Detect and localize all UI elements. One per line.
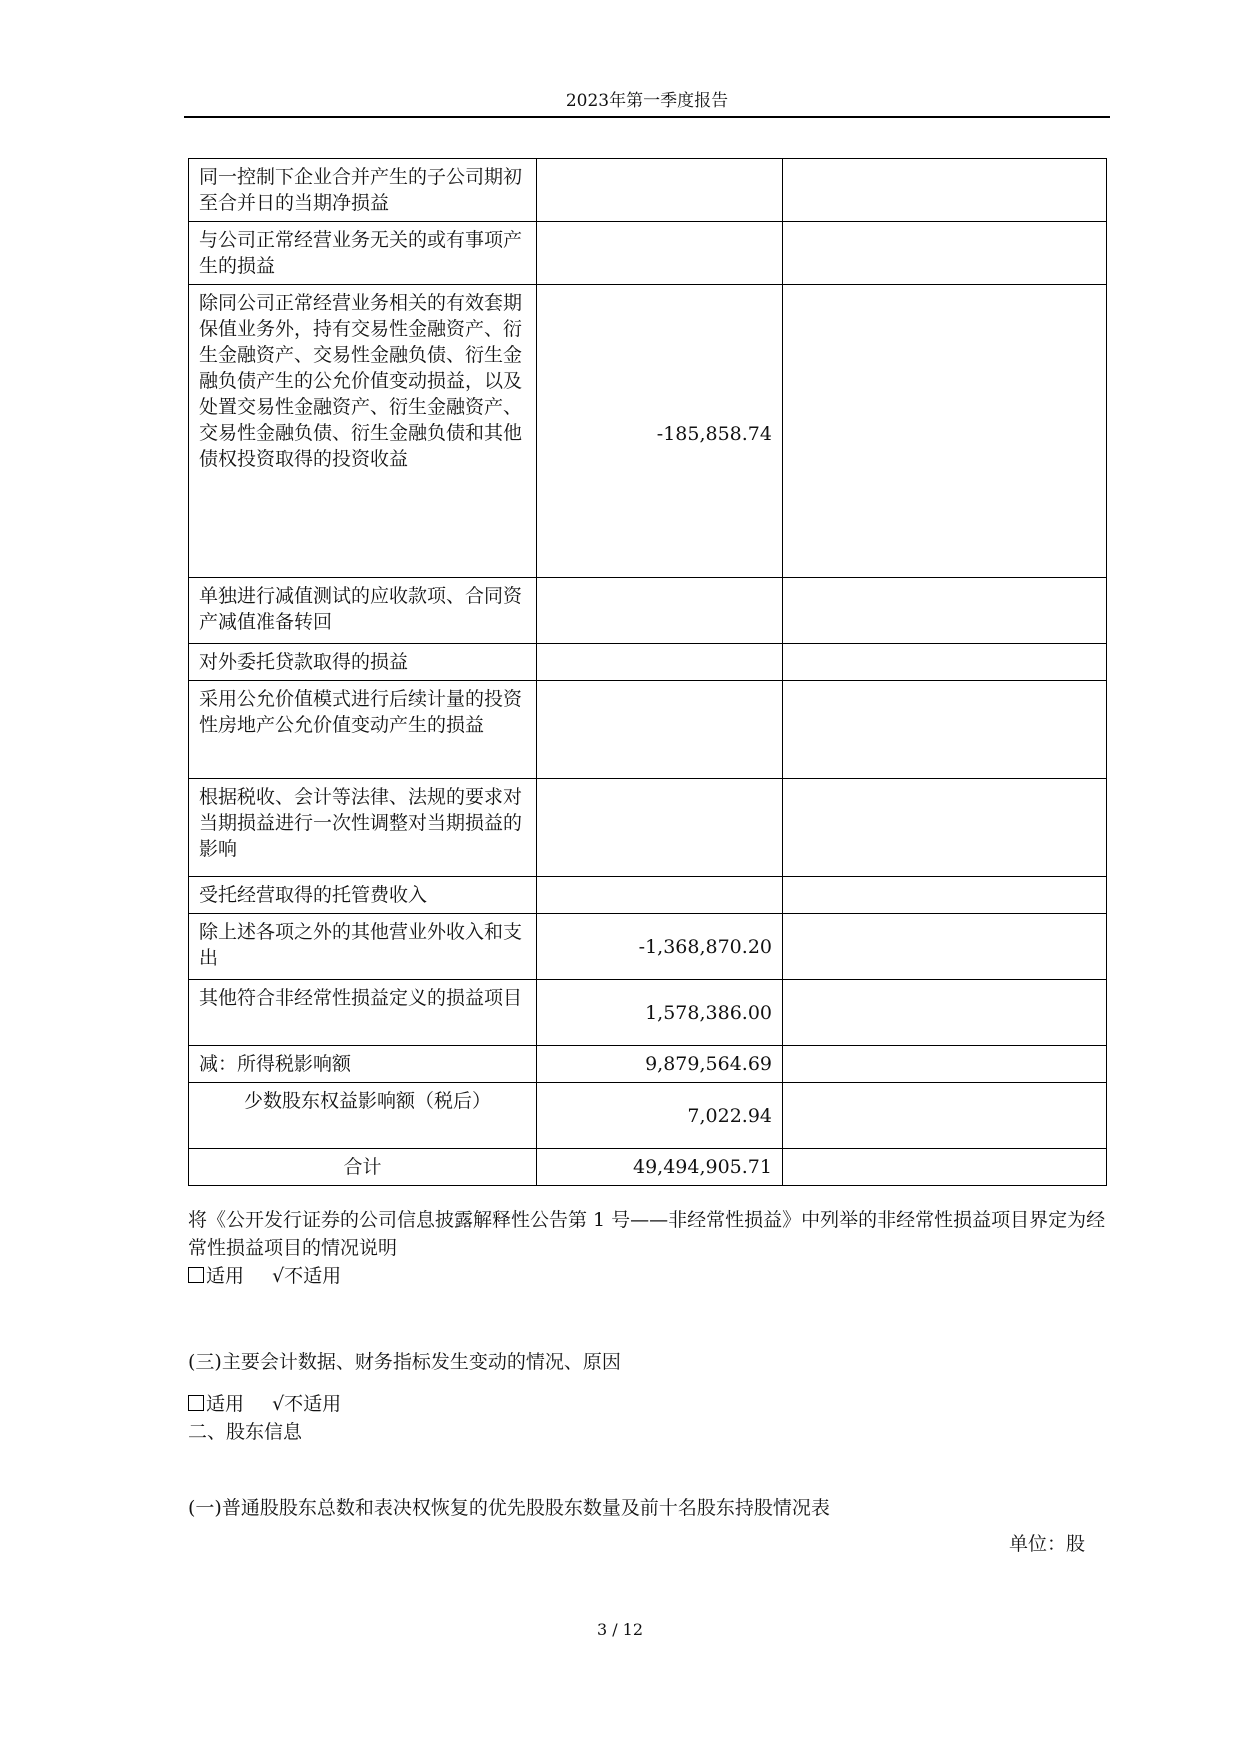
row-amount — [537, 159, 783, 222]
row-note — [783, 914, 1107, 980]
row-note — [783, 644, 1107, 681]
section-title: (一)普通股股东总数和表决权恢复的优先股股东数量及前十名股东持股情况表 — [188, 1497, 830, 1519]
row-note — [783, 578, 1107, 644]
not-applicable-label: √不适用 — [272, 1393, 342, 1415]
row-amount: 49,494,905.71 — [537, 1149, 783, 1186]
row-note — [783, 159, 1107, 222]
applicable-label: 适用 — [206, 1265, 245, 1287]
row-note — [783, 222, 1107, 285]
table-row — [189, 1046, 1107, 1083]
checkbox-icon — [188, 1395, 204, 1411]
table-row — [189, 681, 1107, 779]
note-text: 将《公开发行证券的公司信息披露解释性公告第 1 号——非经常性损益》中列举的非经常性损益项目界定为经常性损益项目的情况说明 — [188, 1209, 1106, 1259]
row-label: 受托经营取得的托管费收入 — [189, 877, 537, 914]
applicable-label: 适用 — [206, 1393, 245, 1415]
page-header: 2023年第一季度报告 — [184, 88, 1110, 118]
table-row — [189, 779, 1107, 877]
unit-label: 单位：股 — [1008, 1533, 1085, 1555]
row-note — [783, 877, 1107, 914]
row-label: 除上述各项之外的其他营业外收入和支出 — [189, 914, 537, 980]
row-label: 同一控制下企业合并产生的子公司期初至合并日的当期净损益 — [189, 159, 537, 222]
table-row — [189, 980, 1107, 1046]
table-row — [189, 159, 1107, 222]
row-amount — [537, 877, 783, 914]
row-amount — [537, 578, 783, 644]
row-label: 采用公允价值模式进行后续计量的投资性房地产公允价值变动产生的损益 — [189, 681, 537, 779]
row-label: 少数股东权益影响额（税后） — [189, 1083, 537, 1149]
non-recurring-items-table — [188, 158, 1107, 1186]
row-amount — [537, 779, 783, 877]
row-amount — [537, 222, 783, 285]
row-label: 单独进行减值测试的应收款项、合同资产减值准备转回 — [189, 578, 537, 644]
table-row — [189, 644, 1107, 681]
table-row — [189, 222, 1107, 285]
row-amount: -1,368,870.20 — [537, 914, 783, 980]
row-label: 根据税收、会计等法律、法规的要求对当期损益进行一次性调整对当期损益的影响 — [189, 779, 537, 877]
row-note — [783, 1046, 1107, 1083]
table-row — [189, 1083, 1107, 1149]
row-label: 与公司正常经营业务无关的或有事项产生的损益 — [189, 222, 537, 285]
applicability-line — [188, 1262, 1106, 1290]
section-title: (三)主要会计数据、财务指标发生变动的情况、原因 — [188, 1351, 621, 1373]
table-row — [189, 285, 1107, 578]
row-label: 合计 — [189, 1149, 537, 1186]
row-amount — [537, 644, 783, 681]
applicability-line — [188, 1390, 341, 1418]
row-note — [783, 681, 1107, 779]
row-amount: 9,879,564.69 — [537, 1046, 783, 1083]
row-amount — [537, 681, 783, 779]
row-note — [783, 1149, 1107, 1186]
row-label: 除同公司正常经营业务相关的有效套期保值业务外，持有交易性金融资产、衍生金融资产、交易性金融负债、衍生金融负债产生的公允价值变动损益，以及处置交易性金融资产、衍生金融资产、交易性金融负债、衍生金融负债和其他债权投资取得的投资收益 — [189, 285, 537, 578]
row-label: 其他符合非经常性损益定义的损益项目 — [189, 980, 537, 1046]
row-label: 减：所得税影响额 — [189, 1046, 537, 1083]
row-note — [783, 980, 1107, 1046]
checkbox-icon — [188, 1267, 204, 1283]
page-number: 3 / 12 — [596, 1620, 644, 1639]
table-row — [189, 578, 1107, 644]
row-note — [783, 285, 1107, 578]
row-note — [783, 1083, 1107, 1149]
row-amount: 7,022.94 — [537, 1083, 783, 1149]
row-note — [783, 779, 1107, 877]
row-label: 对外委托贷款取得的损益 — [189, 644, 537, 681]
section-title: 二、股东信息 — [188, 1421, 303, 1443]
table-row-total — [189, 1149, 1107, 1186]
not-applicable-label: √不适用 — [272, 1265, 342, 1287]
table-row — [189, 914, 1107, 980]
table-row — [189, 877, 1107, 914]
row-amount: -185,858.74 — [537, 285, 783, 578]
note-paragraph — [188, 1206, 1106, 1290]
row-amount: 1,578,386.00 — [537, 980, 783, 1046]
